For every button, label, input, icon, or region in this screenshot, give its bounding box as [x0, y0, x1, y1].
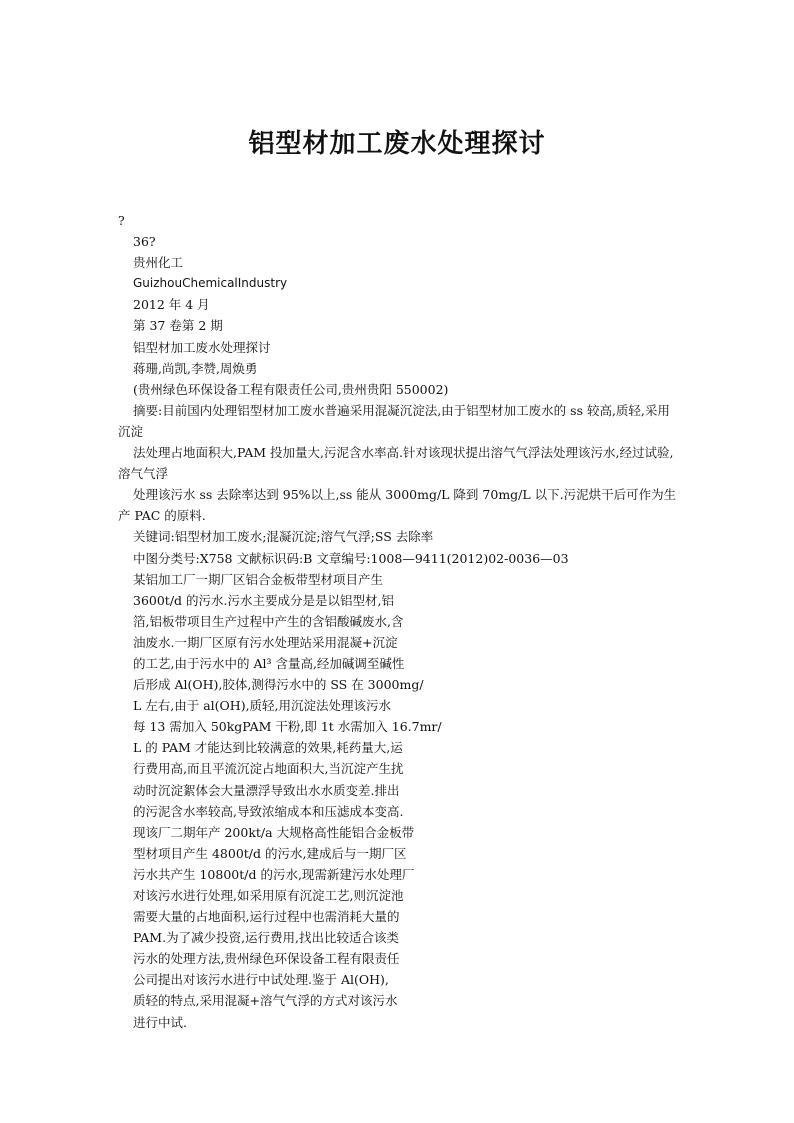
issue-date: 2012 年 4 月 [133, 297, 210, 313]
body-line: 某铝加工厂一期厂区铝合金板带型材项目产生 [133, 571, 384, 587]
header-line: ? [118, 213, 125, 228]
body-line: PAM.为了减少投资,运行费用,找出比较适合该类 [133, 930, 400, 946]
body-line: 污水共产生 10800t/d 的污水,现需新建污水处理厂 [133, 866, 415, 882]
journal-name-english: GuizhouChemicalIndustry [133, 276, 288, 291]
volume-issue: 第 37 卷第 2 期 [133, 318, 223, 334]
authors: 蒋珊,尚凯,李赞,周焕勇 [133, 360, 258, 376]
abstract-paragraph: 法处理占地面积大,PAM 投加量大,污泥含水率高.针对该现状提出溶气气浮法处理该污水,经过试验,溶气气浮 [118, 445, 674, 482]
body-line: 的污泥含水率较高,导致浓缩成本和压滤成本变高. [133, 803, 404, 819]
body-line: 需要大量的占地面积,运行过程中也需消耗大量的 [133, 909, 400, 925]
article-title-small: 铝型材加工废水处理探讨 [133, 339, 271, 355]
body-line: 3600t/d 的污水.污水主要成分是是以铝型材,铝 [133, 592, 394, 608]
body-line: L 左右,由于 al(OH),质轻,用沉淀法处理该污水 [133, 698, 392, 714]
journal-name: 贵州化工 [133, 255, 184, 271]
body-line: 型材项目产生 4800t/d 的污水,建成后与一期厂区 [133, 845, 407, 861]
classification: 中图分类号:X758 文献标识码:B 文章编号:1008—9411(2012)02-0036—03 [133, 550, 569, 566]
body-line: 动时沉淀絮体会大量漂浮导致出水水质变差.排出 [133, 782, 400, 798]
page-number: 36? [133, 234, 156, 250]
body-line: 公司提出对该污水进行中试处理.鉴于 Al(OH), [133, 972, 389, 988]
abstract-paragraph: 处理该污水 ss 去除率达到 95%以上,ss 能从 3000mg/L 降到 70mg/L 以下.污泥烘干后可作为生产 PAC 的原料. [118, 487, 677, 524]
body-line: 污水的处理方法,贵州绿色环保设备工程有限责任 [133, 951, 400, 967]
body-line: 对该污水进行处理,如采用原有沉淀工艺,则沉淀池 [133, 888, 404, 903]
abstract-paragraph: 摘要:目前国内处理铝型材加工废水普遍采用混凝沉淀法,由于铝型材加工废水的 ss 较高,质轻,采用沉淀 [118, 402, 670, 439]
body-line: 进行中试. [133, 1014, 187, 1030]
body-line: 每 13 需加入 50kgPAM 干粉,即 1t 水需加入 16.7mr/ [133, 719, 442, 735]
body-line: 箔,铝板带项目生产过程中产生的含铝酸碱废水,含 [133, 613, 404, 629]
body-line: L 的 PAM 才能达到比较满意的效果,耗药量大,运 [133, 740, 403, 756]
document-title: 铝型材加工废水处理探讨 [248, 129, 546, 159]
body-line: 的工艺,由于污水中的 Al³ 含量高,经加碱调至碱性 [133, 655, 405, 671]
body-line: 后形成 Al(OH),胶体,测得污水中的 SS 在 3000mg/ [133, 677, 424, 693]
body-line: 行费用高,而且平流沉淀占地面积大,当沉淀产生扰 [133, 761, 404, 777]
body-line: 质轻的特点,采用混凝+溶气气浮的方式对该污水 [133, 993, 398, 1009]
affiliation: (贵州绿色环保设备工程有限责任公司,贵州贵阳 550002) [133, 381, 449, 397]
keywords: 关键词:铝型材加工废水;混凝沉淀;溶气气浮;SS 去除率 [133, 529, 434, 545]
body-line: 现该厂二期年产 200kt/a 大规格高性能铝合金板带 [133, 824, 415, 840]
document-body [118, 210, 678, 1033]
body-line: 油废水.一期厂区原有污水处理站采用混凝+沉淀 [133, 634, 398, 650]
